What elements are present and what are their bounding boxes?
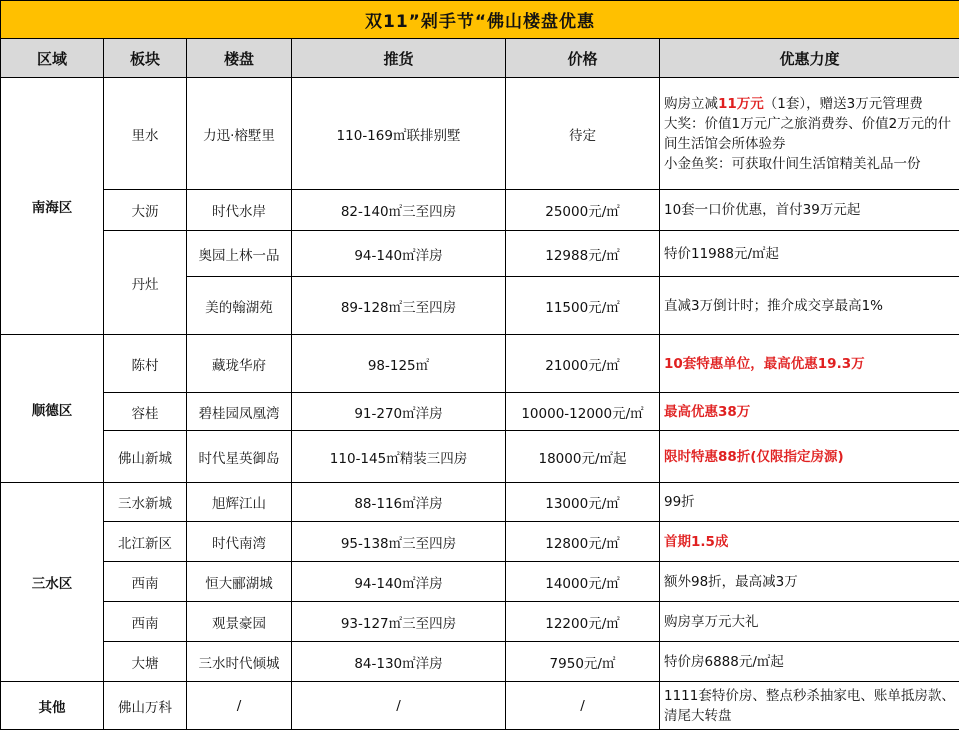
supply-cell: 93-127㎡三至四房 [292, 602, 506, 642]
project-cell: 时代水岸 [187, 190, 292, 231]
table-row [1, 431, 959, 483]
price-cell: 11500元/㎡ [506, 277, 660, 335]
supply-cell: 98-125㎡ [292, 335, 506, 393]
project-cell: / [187, 682, 292, 730]
block-cell: 西南 [104, 602, 187, 642]
col-header-supply: 推货 [292, 39, 506, 78]
table-row [1, 78, 959, 190]
supply-cell: / [292, 682, 506, 730]
block-cell: 西南 [104, 562, 187, 602]
offer-cell: 特价11988元/㎡起 [660, 231, 959, 277]
block-cell: 里水 [104, 78, 187, 190]
price-cell: 18000元/㎡起 [506, 431, 660, 483]
price-cell: 12988元/㎡ [506, 231, 660, 277]
col-header-price: 价格 [506, 39, 660, 78]
project-cell: 藏珑华府 [187, 335, 292, 393]
price-cell: 12800元/㎡ [506, 522, 660, 562]
table-title: 双11”剁手节“佛山楼盘优惠 [1, 1, 959, 39]
project-cell: 观景豪园 [187, 602, 292, 642]
supply-cell: 88-116㎡洋房 [292, 483, 506, 522]
price-cell: 13000元/㎡ [506, 483, 660, 522]
block-cell: 佛山万科 [104, 682, 187, 730]
project-cell: 碧桂园凤凰湾 [187, 393, 292, 431]
supply-cell: 94-140㎡洋房 [292, 231, 506, 277]
offer-text: （1套），赠送3万元管理费 [763, 95, 923, 112]
project-cell: 力迅·榕墅里 [187, 78, 292, 190]
offer-cell: 10套一口价优惠，首付39万元起 [660, 190, 959, 231]
block-cell: 容桂 [104, 393, 187, 431]
supply-cell: 82-140㎡三至四房 [292, 190, 506, 231]
project-cell: 奥园上林一品 [187, 231, 292, 277]
col-header-project: 楼盘 [187, 39, 292, 78]
project-cell: 三水时代倾城 [187, 642, 292, 682]
table-row [1, 562, 959, 602]
offer-text: 小金鱼奖：可获取什间生活馆精美礼品一份 [664, 155, 921, 172]
table-row [1, 642, 959, 682]
table-row [1, 190, 959, 231]
col-header-block: 板块 [104, 39, 187, 78]
supply-cell: 110-169㎡联排别墅 [292, 78, 506, 190]
price-cell: / [506, 682, 660, 730]
region-cell: 顺德区 [1, 335, 104, 483]
col-header-region: 区域 [1, 39, 104, 78]
supply-cell: 94-140㎡洋房 [292, 562, 506, 602]
offer-cell: 特价房6888元/㎡起 [660, 642, 959, 682]
block-cell: 佛山新城 [104, 431, 187, 483]
block-cell: 陈村 [104, 335, 187, 393]
col-header-offer: 优惠力度 [660, 39, 959, 78]
offer-text: 购房立减 [664, 95, 718, 112]
table-row [1, 231, 959, 277]
offer-cell: 99折 [660, 483, 959, 522]
region-cell: 其他 [1, 682, 104, 730]
project-cell: 旭辉江山 [187, 483, 292, 522]
project-cell: 美的翰湖苑 [187, 277, 292, 335]
table-row [1, 602, 959, 642]
supply-cell: 110-145㎡精装三四房 [292, 431, 506, 483]
offer-cell: 1111套特价房、整点秒杀抽家电、账单抵房款、清尾大转盘 [660, 682, 959, 730]
project-cell: 恒大郦湖城 [187, 562, 292, 602]
table-row [1, 522, 959, 562]
supply-cell: 91-270㎡洋房 [292, 393, 506, 431]
offer-cell: 额外98折，最高减3万 [660, 562, 959, 602]
table-row [1, 682, 959, 730]
supply-cell: 84-130㎡洋房 [292, 642, 506, 682]
table-row [1, 393, 959, 431]
price-cell: 10000-12000元/㎡ [506, 393, 660, 431]
block-cell: 大沥 [104, 190, 187, 231]
price-cell: 待定 [506, 78, 660, 190]
block-cell: 大塘 [104, 642, 187, 682]
offer-cell: 10套特惠单位，最高优惠19.3万 [660, 335, 959, 393]
block-cell: 北江新区 [104, 522, 187, 562]
table-row [1, 483, 959, 522]
offer-cell: 购房享万元大礼 [660, 602, 959, 642]
price-cell: 21000元/㎡ [506, 335, 660, 393]
supply-cell: 95-138㎡三至四房 [292, 522, 506, 562]
block-cell: 三水新城 [104, 483, 187, 522]
offer-cell: 首期1.5成 [660, 522, 959, 562]
price-cell: 12200元/㎡ [506, 602, 660, 642]
block-cell: 丹灶 [104, 231, 187, 335]
project-cell: 时代星英御岛 [187, 431, 292, 483]
region-cell: 南海区 [1, 78, 104, 335]
offer-highlight: 11万元 [718, 95, 764, 112]
price-cell: 14000元/㎡ [506, 562, 660, 602]
offer-cell: 直减3万倒计时；推介成交享最高1% [660, 277, 959, 335]
price-cell: 25000元/㎡ [506, 190, 660, 231]
offer-cell: 最高优惠38万 [660, 393, 959, 431]
offer-text: 大奖：价值1万元广之旅消费券、价值2万元的什间生活馆会所体验券 [664, 115, 952, 152]
offer-cell: 限时特惠88折(仅限指定房源) [660, 431, 959, 483]
region-cell: 三水区 [1, 483, 104, 682]
supply-cell: 89-128㎡三至四房 [292, 277, 506, 335]
offer-cell [660, 78, 959, 190]
table-row [1, 335, 959, 393]
project-cell: 时代南湾 [187, 522, 292, 562]
price-cell: 7950元/㎡ [506, 642, 660, 682]
